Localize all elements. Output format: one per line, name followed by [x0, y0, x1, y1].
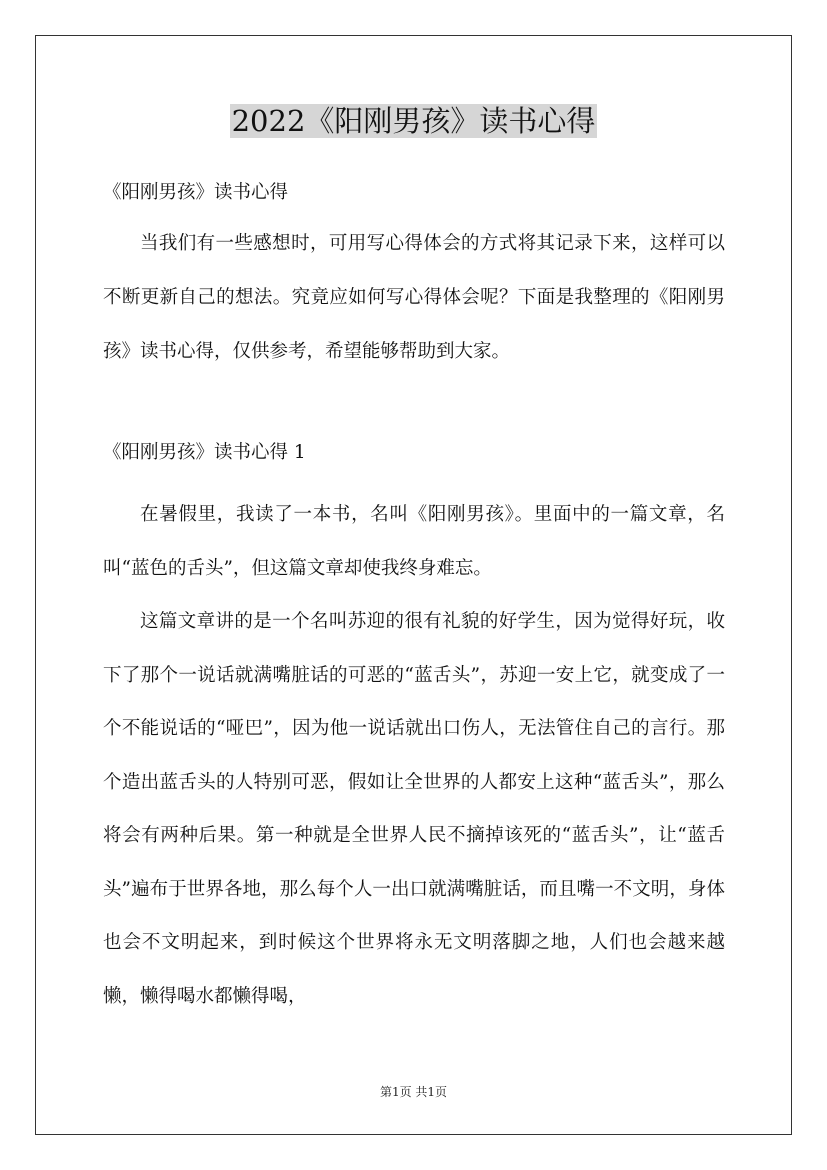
- section-heading: 《阳刚男孩》读书心得 1: [103, 442, 306, 463]
- page-number: 第1页 共1页: [379, 1085, 448, 1099]
- intro-paragraph: 当我们有一些感想时，可用写心得体会的方式将其记录下来，这样可以不断更新自己的想法。究竟应如何写心得体会呢？下面是我整理的《阳刚男孩》读书心得，仅供参考，希望能够帮助到大家。: [103, 233, 725, 362]
- document-title: [0, 100, 827, 142]
- title-text: 2022《阳刚男孩》读书心得: [231, 104, 596, 138]
- intro-heading: 《阳刚男孩》读书心得: [103, 182, 289, 203]
- page-footer: [0, 1083, 827, 1100]
- document-body: [103, 172, 725, 1023]
- body-paragraph: 这篇文章讲的是一个名叫苏迎的很有礼貌的好学生，因为觉得好玩，收下了那个一说话就满嘴脏话的可恶的“蓝舌头”，苏迎一安上它，就变成了一个不能说话的“哑巴”，因为他一说话就出口伤人，无法管住自己的言行。那个造出蓝舌头的人特别可恶，假如让全世界的人都安上这种“蓝舌头”，那么将会有两种后果。第一种就是全世界人民不摘掉该死的“蓝舌头”，让“蓝舌头”遍布于世界各地，那么每个人一出口就满嘴脏话，而且嘴一不文明，身体也会不文明起来，到时候这个世界将永无文明落脚之地，人们也会越来越懒，懒得喝水都懒得喝，: [103, 611, 725, 1007]
- body-paragraph: 在暑假里，我读了一本书，名叫《阳刚男孩》。里面中的一篇文章，名叫“蓝色的舌头”，但这篇文章却使我终身难忘。: [103, 504, 725, 579]
